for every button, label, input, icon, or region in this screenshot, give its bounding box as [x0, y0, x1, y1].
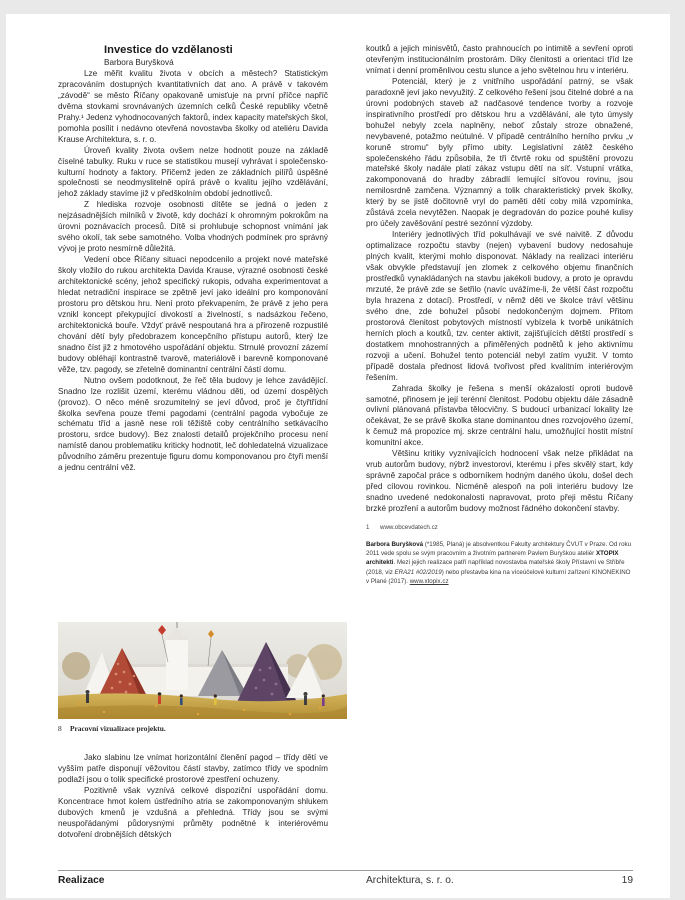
- footnote-number: 1: [366, 523, 370, 531]
- right-column: [366, 44, 633, 586]
- author-bio-issue: ERA21 #02/2019: [394, 568, 442, 576]
- footer-article-name: Architektura, s. r. o.: [366, 875, 454, 886]
- article-author: Barbora Buryšková: [104, 58, 174, 67]
- footer-divider: [58, 870, 633, 871]
- author-bio-text: ) nebo přestavba kina na víceúčelové kulturní zařízení KINONEKINO v Plané (2017).: [366, 568, 631, 585]
- paragraph: Interiéry jednotlivých tříd pokulhávají ve své naivitě. Z důvodu optimalizace rozpočtu stavby (nejen) vybavení budovy nedosahuje plných kvalit, kterými mohlo disponovat. Náklady na realizaci interiéru však obvykle představují jen zlomek z celkového objemu finančních prostředků vynakládaných na stavbu jakékoli budovy, a proto je opravdu mrzuté, že právě zde se šetřilo (navíc uvážíme-li, že větší část rozpočtu byla hrazena z dotací). Prostředí, v němž děti ve školce tráví většinu svého dne, zde bohužel působí nedokončeným dojmem. Přitom prostorová členitost pobytových místností vybízela k tvorbě unikátních herních ploch a koutků, tzv. center aktivit, zajišťujících dětští prostředí s dostatkem mnohostranných a přiměřených podnětů k jeho aktivnímu rozvoji a učení. Bohužel tento potenciál nebyl zatím využit. V tomto případě dostala přednost lidová tvořivost před kvalitním interiérovým řešením.: [366, 230, 633, 382]
- figure-number: 8: [58, 724, 62, 733]
- footer-section-name: Realizace: [58, 875, 105, 886]
- figure-caption-text: Pracovní vizualizace projektu.: [70, 724, 166, 733]
- project-visualization-image: [58, 622, 347, 719]
- author-bio-studio: XTOPIX architekti: [366, 550, 619, 567]
- footnote: [366, 523, 633, 532]
- left-column-top: [58, 44, 328, 474]
- paragraph: Z hlediska rozvoje osobnosti dítěte se jedná o jeden z nejzásadnějších milníků v životě, kdy dochází k ohromným pokrokům na úrovni poznávacích procesů. Dítě si prohlubuje schopnost vnímání jak svého okolí, tak sebe samotného. Volba vhodných podmínek pro správný vývoj je proto nesmírně důležitá.: [58, 200, 328, 254]
- paragraph: Nutno ovšem podotknout, že řeč těla budovy je lehce zavádějící. Snadno lze rozlišit území, kterému vládnou děti, od území dospělých (provoz). O něco méně srozumitelný se jeví důvod, proč je čtyřtřídní školka sevřena pouze třemi pagodami (centrální pagoda vybočuje ze schématu tříd a jasně nese roli těžiště coby centrálního setkávacího prostoru, srdce budovy). Bez znalosti detailů projekčního procesu není namístě danou problematiku kriticky hodnotit, leč dohledatelná vizualizace původního záměru prezentuje figuru domu komponovanou pro čtyři menší a jednu centrální věž.: [58, 375, 328, 473]
- article-title: Investice do vzdělanosti: [104, 44, 233, 56]
- paragraph: Potenciál, který je z vnitřního uspořádání patrný, se však paradoxně jeví jako nevyužitý. Z celkového řešení jsou čitelné dobré a na úrovni podobných staveb až nadčasové tendence tvorby a rozvoje inspirativního prostředí pro dětskou hru a vzdělávání, ale tyto úmysly bohužel nebyly zcela naplněny, neboť zůstaly stroze obnažené, nevybavené, potažmo neútulné. V případě centrálního herního prvku „v koruně stromu“ byly přímo ubity. Legislativní zátěž českého společenského řádu způsobila, že tři čtvrtě roku od spuštění provozu mateřské školy nadále platí zákaz vstupu dětí na síť. Vstupní vrátka, zakomponovaná do hradby zábradlí lemující síťovou rovinu, jsou nemilosrdně zamčena. Významný a tolik charakteristický prvek školky, který by se jistě dočitovně vryl do paměti dětí coby milá vzpomínka, zůstává zcela nevytěžen. Naopak je degradován do pozice pouhé kulisy pro účely zavěšování pestré sezónní výzdoby.: [366, 76, 633, 229]
- author-bio: [366, 540, 633, 586]
- figure-caption: [58, 724, 347, 733]
- left-column-bottom: [58, 753, 328, 841]
- author-bio-text: . Mezi jejich realizace patří například novostavba mateřské školy Přístavní ve Stříbře (2018, viz: [366, 559, 625, 576]
- author-bio-text: (*1985, Planá) je absolventkou Fakulty architektury ČVUT v Praze. Od roku 2011 vede spolu se svým pracovním a životním partnerem Pavlem Buryškou ateliér: [366, 540, 632, 558]
- author-bio-link[interactable]: www.xtopix.cz: [409, 577, 449, 585]
- paragraph: Lze měřit kvalitu života v obcích a městech? Statistickým zpracováním dostupných kvantitativních dat ano. A právě v takovém „závodě“ se město Říčany opakovaně umisťuje na první příčce napříč dvěma stovkami srovnávaných územních celků České republiky včetně Prahy.¹ Jedenz vyhodnocovaných faktorů, index kapacity mateřských škol, pomohla posílit i nedávno otevřená novostavba školky od ateliéru Davida Krause Architektura, s. r. o.: [58, 68, 328, 144]
- author-bio-name: Barbora Buryšková: [366, 540, 424, 548]
- paragraph: Pozitivně však vyznívá celkové dispoziční uspořádání domu. Koncentrace hmot kolem ústředního atria se zakomponovaným shlukem dubových kmenů je vzdušná a přehledná. Třídy jsou se svými neuspořádanými půdorysnými průměty podnětné k interiérovému dotvoření drobnějších dětských: [58, 785, 328, 839]
- paragraph: Úroveň kvality života ovšem nelze hodnotit pouze na základě číselné tabulky. Ruku v ruce se statistikou musejí vyhrávat i společensko-kulturní hodnoty a faktory. Přičemž jeden ze základních pilířů úspěšné společnosti se neodmyslitelně opírá právě o kvalitu jejího vzdělávání, jehož základy stavíme již v předškolním období jednotlivců.: [58, 145, 328, 199]
- paragraph: Zahrada školky je řešena s menší okázalostí oproti budově samotné, přinosem je její terénní členitost. Podobu objektu dále zásadně ovlivní plánovaná přístavba tělocvičny. S budoucí urbanizací lokality lze očekávat, že se právě školka stane dominantou dnes rozvojového území, k čemuž má propozice mj. skrze centrální halu, umožňující hostit místní komunitní akce.: [366, 383, 633, 448]
- page: [6, 14, 670, 898]
- paragraph: Vedení obce Říčany situaci nepodcenilo a projekt nové mateřské školy vložilo do rukou architekta Davida Krause, výrazné osobnosti české architektonické scény, jehož specifický rukopis, odvaha experimentovat a hledat netradiční inspirace se zpětně jeví jako ideální pro komponování prostoru pro dětskou hru. Není proto překvapením, že právě z jeho pera vznikl koncept překypující divokostí a živelností, s nadsázkou řečeno, architektonická bouře. Vždyť právě nespoutaná hra a přirozeně rozpustilé chování dětí byly předobrazem koncepčního přístupu autorů, který lze snadno číst již z hmotového uspořádání objektu. Strnulé provozní zázemí budovy obléhají kontrastně tvarově, materiálově i barevně komponované věže, tzv. pagody, se zřetelně dominantní centrální částí domu.: [58, 255, 328, 374]
- page-number: 19: [621, 875, 633, 886]
- visualization-illustration: [58, 622, 347, 719]
- paragraph: Většinu kritiky vyznívajících hodnocení však nelze přikládat na vrub autorům budovy, nýbrž investorovi, kterému i přes skvělý start, kdy správně započal práce s odborníkem hodným daného úkolu, došel dech před cílovou rovinkou. Nicméně alespoň na poli interiéru budovy lze snadno uvedené nedokonalosti napravovat, proto přeji městu Říčany brzké prozření a autorům budovy možnost řádného dokončení stavby.: [366, 449, 633, 514]
- paragraph: koutků a jejich minisvětů, často prahnoucích po intimitě a sevření oproti otevřeným institucionálním prostorám. Díky členitosti a orientaci tříd lze vnímat i denní proměnlivou cestu slunce a jeho světelnou hru v interiéru.: [366, 44, 633, 75]
- footnote-text: www.obcevdatech.cz: [380, 523, 438, 531]
- paragraph: Jako slabinu lze vnímat horizontální členění pagod – třídy dětí ve vyšším patře disponují věžovitou částí stavby, zatímco třídy ve spodním podlaží jsou o tolik specifické prostorové zpestření ochuzeny.: [58, 753, 328, 784]
